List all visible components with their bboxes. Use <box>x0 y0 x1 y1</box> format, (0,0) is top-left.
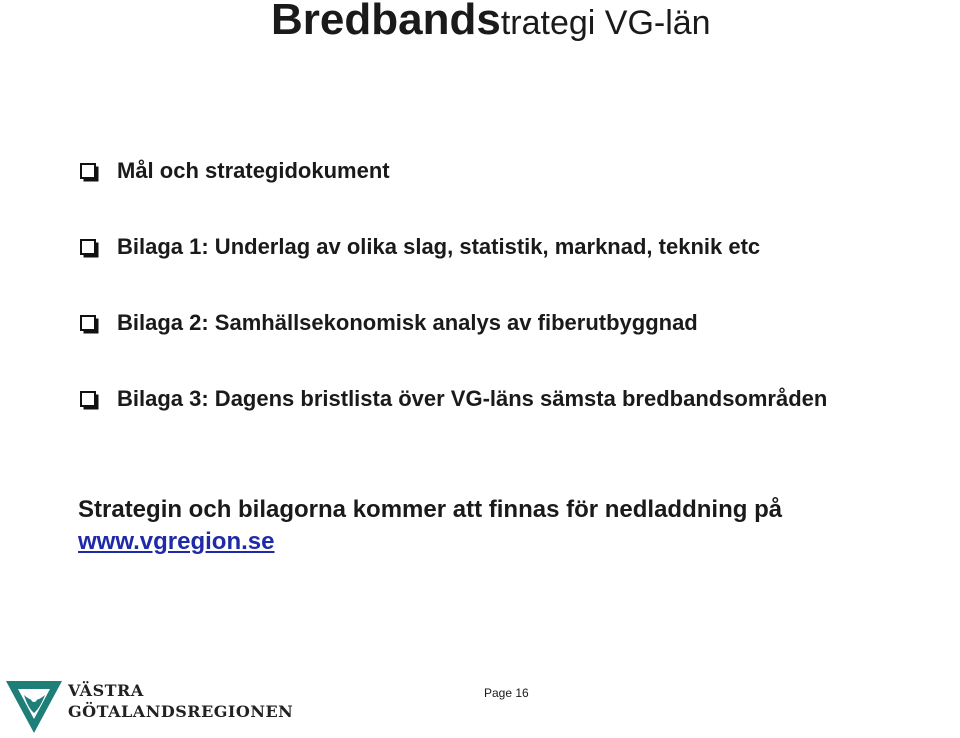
bullet-item <box>80 304 827 342</box>
bullet-text: Bilaga 3: Dagens bristlista över VG-läns sämsta bredbandsområden <box>117 386 828 411</box>
download-note-text: Strategin och bilagorna kommer att finnas för nedladdning på <box>78 496 783 523</box>
bullet-item <box>80 380 827 418</box>
bullet-list <box>80 152 827 456</box>
region-emblem-icon <box>4 675 64 735</box>
checkbox-bullet-icon <box>80 239 96 255</box>
vgregion-link[interactable]: www.vgregion.se <box>78 528 275 555</box>
page-number: Page 16 <box>484 686 529 700</box>
checkbox-bullet-icon <box>80 163 96 179</box>
logo-text-line1: VÄSTRA <box>68 681 144 700</box>
checkbox-bullet-icon <box>80 391 96 407</box>
vastra-gotalandsregionen-logo <box>4 675 294 735</box>
bullet-text: Mål och strategidokument <box>117 158 390 183</box>
bullet-item <box>80 152 827 190</box>
checkbox-bullet-icon <box>80 315 96 331</box>
logo-text-line2: GÖTALANDSREGIONEN <box>68 702 294 721</box>
download-note <box>78 494 782 558</box>
slide-title-small-part: trategi VG-län <box>500 4 711 42</box>
bullet-text: Bilaga 2: Samhällsekonomisk analys av fiberutbyggnad <box>117 310 698 335</box>
slide-title <box>271 0 711 47</box>
bullet-item <box>80 228 827 266</box>
slide-title-large-part: Bredbands <box>271 0 501 44</box>
bullet-text: Bilaga 1: Underlag av olika slag, statistik, marknad, teknik etc <box>117 234 761 259</box>
